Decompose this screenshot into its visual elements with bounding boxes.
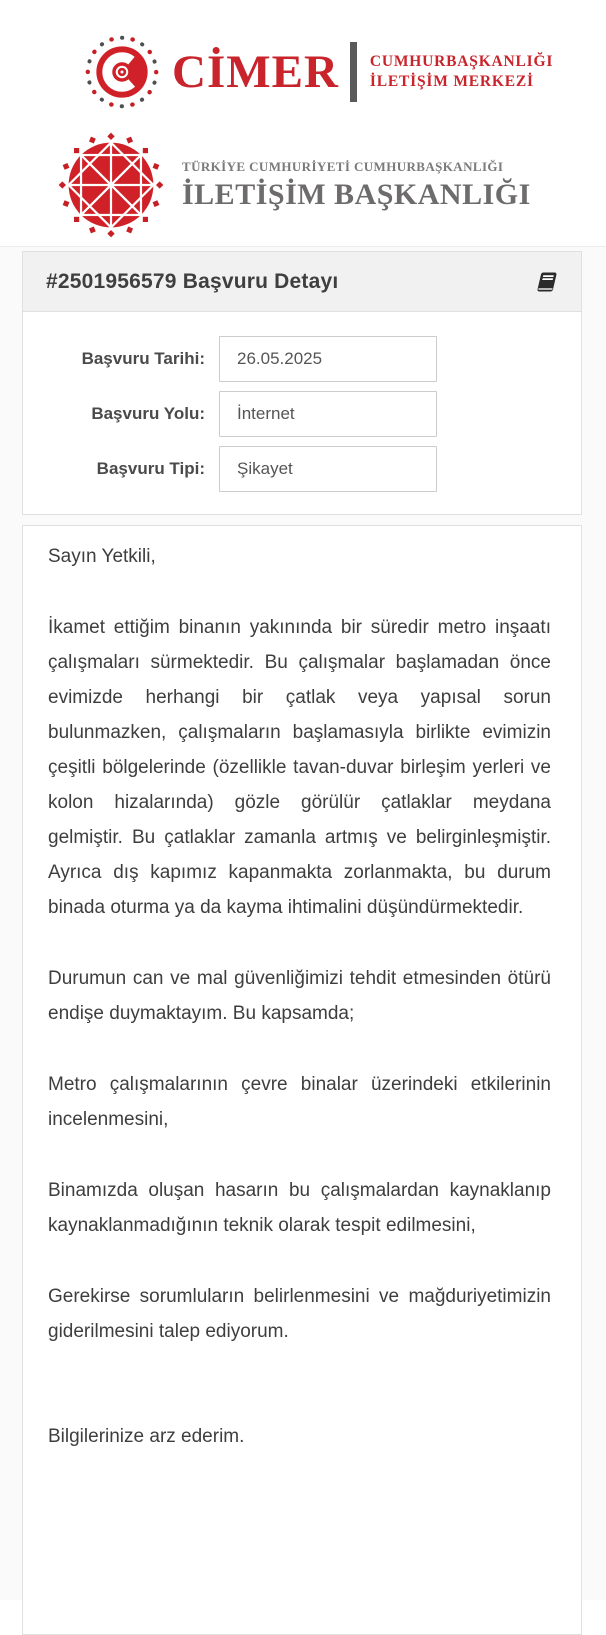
field-value-box[interactable]: 26.05.2025 xyxy=(219,336,437,382)
field-label: Başvuru Yolu: xyxy=(91,404,205,423)
application-fields xyxy=(23,312,581,514)
application-detail-title: #2501956579 Başvuru Detayı xyxy=(46,269,339,293)
letter-paragraph: Durumun can ve mal güvenliğimizi tehdit etmesinden ötürü endişe duymaktayım. Bu kapsamda; xyxy=(48,968,551,1024)
directorate-emblem-icon xyxy=(58,132,164,238)
letter-paragraph: Metro çalışmalarının çevre binalar üzerindeki etkilerinin incelenmesini, xyxy=(48,1074,551,1130)
directorate-line2: İLETİŞİM BAŞKANLIĞI xyxy=(182,177,531,211)
cimer-logo xyxy=(84,34,553,110)
letter-paragraph: Sayın Yetkili, xyxy=(48,546,156,567)
field-value-box[interactable]: İnternet xyxy=(219,391,437,437)
directorate-text xyxy=(182,159,531,212)
cimer-emblem-icon xyxy=(84,34,160,110)
form-row xyxy=(23,446,581,492)
directorate-logo xyxy=(58,132,531,238)
content-area xyxy=(0,246,606,1600)
cimer-tagline-line1: CUMHURBAŞKANLIĞI xyxy=(369,53,554,70)
field-value-box[interactable]: Şikayet xyxy=(219,446,437,492)
letter-paragraph: Bilgilerinize arz ederim. xyxy=(48,1426,245,1447)
detail-card-header xyxy=(23,252,581,312)
book-icon[interactable] xyxy=(531,268,561,296)
cimer-tagline xyxy=(370,52,553,92)
field-label: Başvuru Tipi: xyxy=(96,459,205,478)
logo-divider xyxy=(350,42,357,102)
field-label: Başvuru Tarihi: xyxy=(81,349,205,368)
application-text-card xyxy=(22,525,582,1635)
form-row xyxy=(23,336,581,382)
application-detail-card xyxy=(22,251,582,515)
form-row xyxy=(23,391,581,437)
letter-paragraph: İkamet ettiğim binanın yakınında bir süredir metro inşaatı çalışmaları sürmektedir. Bu çalışmalar başlamadan önce evimizde herhangi bir çatlak veya yapısal sorun bulunmazken, çalışmaların başlamasıyla birlikte evimizin çeşitli bölgelerinde (özellikle tavan-duvar birleşim yerleri ve kolon hizalarında) gözle görülür çatlaklar meydana gelmiştir. Bu çatlaklar zamanla artmış ve belirginleşmiştir. Ayrıca dış kapımız kapanmakta zorlanmakta, bu durum binada oturma ya da kayma ihtimalini düşündürmektedir. xyxy=(48,617,551,918)
letter-paragraph: Gerekirse sorumluların belirlenmesini ve mağduriyetimizin giderilmesini talep ediyorum. xyxy=(48,1286,551,1342)
cimer-wordmark: CİMER xyxy=(172,45,339,98)
directorate-line1: TÜRKİYE CUMHURİYETİ CUMHURBAŞKANLIĞI xyxy=(182,158,504,174)
cimer-tagline-line2: İLETİŞİM MERKEZİ xyxy=(369,73,534,90)
letter-paragraph: Binamızda oluşan hasarın bu çalışmalardan kaynaklanıp kaynaklanmadığının teknik olarak tespit edilmesini, xyxy=(48,1180,551,1236)
